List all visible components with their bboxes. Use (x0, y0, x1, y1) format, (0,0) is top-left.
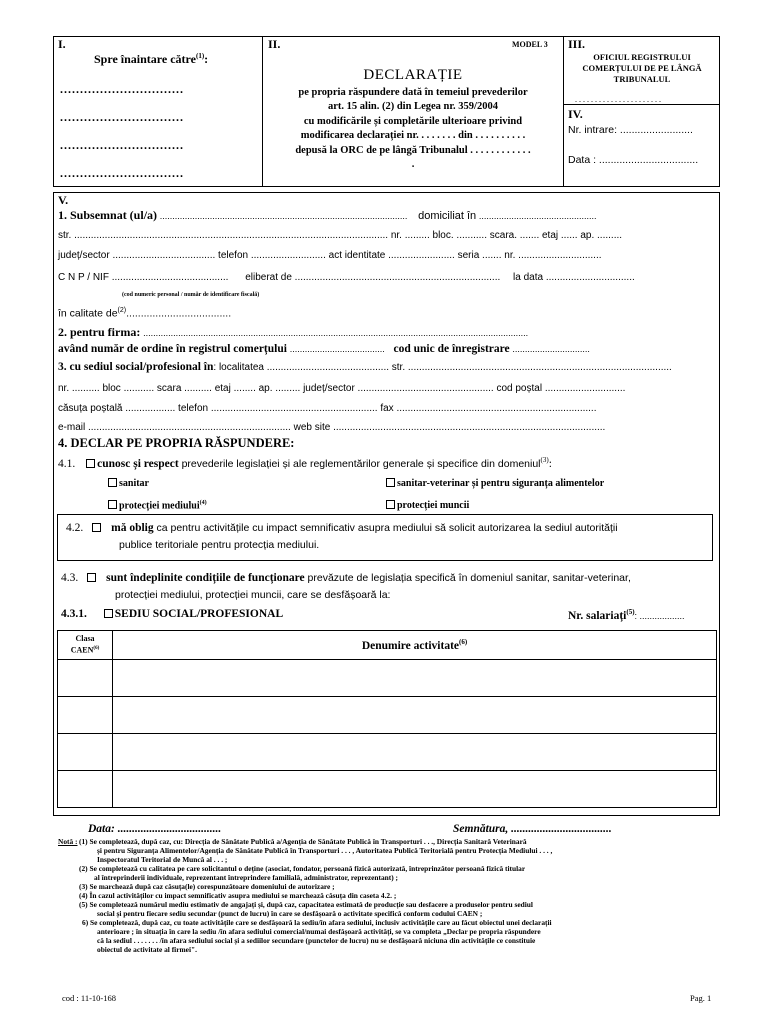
section-iv-label: IV. (568, 107, 583, 121)
issued-by-field[interactable]: eliberat de .......................................................................... (245, 272, 501, 283)
employees-field[interactable]: : .................. (634, 610, 685, 621)
note-2-line-1: (2) Se completează cu calitatea pe care solicitantul o deține (asociat, fondator, persoană fizică autorizată, întreprinzător persoană fizică titular (79, 864, 526, 873)
declaration-title: DECLARAȚIE (363, 67, 463, 83)
web-line[interactable]: e-mail ......................................................................... web site .................................................................................................. (58, 422, 606, 433)
caen-header-line-1: Clasa (75, 634, 95, 644)
note-2-line-2: al întreprinderii individuale, reprezentant întreprindere familială, administrator, reprezentant) ; (94, 873, 399, 882)
section-4-2-checkbox[interactable] (92, 523, 101, 532)
section-4-1-num: 4.1. (58, 457, 76, 470)
section-4-2-num: 4.2. (66, 522, 84, 534)
section-4-3-line-1 (61, 572, 631, 584)
section-4-3-text-2: protecției mediului, protecției muncii, care se desfășoară la: (115, 589, 391, 601)
activity-cell[interactable] (113, 771, 717, 808)
office-line-1: OFICIUL REGISTRULUI (593, 52, 691, 62)
capacity-sup: (2) (117, 307, 127, 314)
note-1-line-2: și pentru Siguranța Alimentelor/Agenția de Sănătate Publică în Transporturi . . . , Autoritatea Publică Teritorială pentru Protecția Mediului . . . , (97, 846, 553, 855)
caen-cell[interactable] (58, 734, 113, 771)
signature-date-field[interactable]: Data: .................................... (88, 823, 222, 835)
subtitle-line-2: art. 15 alin. (2) din Legea nr. 359/2004 (328, 101, 498, 113)
signature-field[interactable]: Semnătura, ................................... (453, 823, 612, 835)
table-row (58, 697, 717, 734)
section-4-3-num: 4.3. (61, 572, 79, 584)
table-row (58, 771, 717, 808)
capacity-label: în calitate de (58, 307, 118, 320)
model-label: MODEL 3 (512, 40, 548, 49)
forward-dotline-3[interactable]: ............................... (60, 138, 184, 152)
employees-line (568, 608, 685, 622)
forward-to-sup: (1) (196, 52, 205, 60)
firm-label: 2. pentru firma: (58, 325, 141, 339)
forward-dotline-4[interactable]: ............................... (60, 166, 184, 180)
seat-label: 3. cu sediul social/profesional în (58, 361, 214, 373)
activity-name-sup: (6) (459, 638, 468, 647)
seat-address-line[interactable]: nr. .......... bloc ........... scara .......... etaj ........ ap. ......... județ/sector ................................................. cod poștal ............................. (58, 383, 626, 394)
note-4: (4) În cazul activităților cu impact semnificativ asupra mediului se marchează căsuța din caseta 4.2. ; (79, 891, 397, 900)
office-line-3: TRIBUNALUL (613, 74, 671, 84)
sanitar-label: sanitar (119, 478, 149, 489)
activity-name-text: Denumire activitate (361, 639, 460, 652)
notes-label: Notă : (58, 837, 78, 846)
registry-line (58, 343, 590, 355)
registry-field[interactable]: ...................................... (289, 344, 385, 354)
table-row (58, 660, 717, 697)
section-4-3-bold: sunt îndeplinite condițiile de funcționare (106, 572, 305, 584)
section-4-3-checkbox[interactable] (87, 573, 96, 582)
section-4-2-bold: mă oblig (111, 522, 154, 534)
cnp-field[interactable]: C N P / NIF .......................................... (58, 272, 229, 283)
subsemnat-line (58, 208, 596, 223)
activity-table (57, 630, 717, 808)
caen-header-sup: (6) (93, 646, 100, 652)
option-sanitar[interactable] (108, 478, 149, 489)
section-4-1-end: : (548, 457, 552, 470)
section-4-1-line (58, 456, 552, 470)
domicile-field[interactable]: ............................................... (478, 211, 597, 221)
entry-date-field[interactable]: Data : .................................. (568, 154, 699, 166)
note-6-line-4: obiectul de activitate al firmei". (97, 945, 197, 954)
section-4-2-text-1: ca pentru activitățile cu impact semnificativ asupra mediului să solicit autorizarea la sediul autorității (156, 522, 618, 534)
work-label: protecției muncii (397, 500, 470, 511)
environment-sup: (4) (199, 500, 207, 506)
cui-field[interactable]: ............................... (512, 344, 590, 354)
section-ii-label: II. (268, 37, 281, 51)
note-6-line-3: că la sediul . . . . . . . /în afara sediului social și a sediilor secundare (punctelor de lucru) nu se desfășoară niciuna din activitățile ce constituie (97, 936, 536, 945)
activity-cell[interactable] (113, 697, 717, 734)
activity-cell[interactable] (113, 660, 717, 697)
section-iii-label: III. (568, 37, 586, 51)
note-1-line-3: Inspectoratul Teritorial de Muncă al . . . ; (97, 855, 228, 864)
note-6-line-2: anterioare ; în situația în care la sediu /în afara sediului comercial/numai desfășoară activități, se va completa „Declar pe propria răspundere (97, 927, 541, 936)
environment-label: protecției mediului (119, 500, 200, 512)
section-4-3-1-num: 4.3.1. (61, 608, 87, 620)
notes-block (58, 837, 552, 954)
sanitar-checkbox[interactable] (108, 478, 117, 487)
section-i-label: I. (58, 37, 66, 51)
activity-table-header (58, 631, 717, 660)
subsemnat-field[interactable]: ................................................................................................... (159, 211, 408, 221)
issue-date-field[interactable]: la data ................................ (513, 272, 635, 283)
option-work-safety[interactable] (386, 500, 469, 511)
office-line-2: COMERȚULUI DE PE LÂNGĂ (582, 63, 702, 73)
street-line[interactable]: str. ................................................................................................................. nr. ......... bloc. ........... scara. ....... etaj ...... ap. ......... (58, 230, 623, 241)
contact-line[interactable]: căsuța poștală .................. telefon ............................................................ fax ........................................................................ (58, 403, 597, 414)
domicile-label: domiciliat în (418, 210, 477, 222)
section-4-3-1-line (61, 608, 283, 620)
entry-number-field[interactable]: Nr. intrare: ......................... (568, 124, 693, 136)
declaration-subtitle (263, 86, 563, 172)
firm-line (58, 325, 528, 340)
caen-cell[interactable] (58, 771, 113, 808)
option-sanitar-veterinar[interactable] (386, 478, 604, 489)
environment-checkbox[interactable] (108, 500, 117, 509)
caen-header-line-2: CAEN (70, 645, 94, 655)
cnp-note: (cod numeric personal / număr de identificare fiscală) (122, 292, 260, 298)
seat-locality-field[interactable]: : localitatea ............................................ str. ............................................................................................... (213, 362, 672, 373)
forward-to-label (94, 52, 208, 67)
subsemnat-label: 1. Subsemnat (ul/a) (58, 208, 158, 222)
work-checkbox[interactable] (386, 500, 395, 509)
subtitle-line-5: depusă la ORC de pe lângă Tribunalul . . . . . . . . . . . . (295, 144, 531, 156)
activity-name-header (113, 631, 717, 660)
section-4-3-1-checkbox[interactable] (104, 609, 113, 618)
activity-cell[interactable] (113, 734, 717, 771)
caen-header (58, 631, 113, 660)
note-6-line-1: 6) Se completează, după caz, cu toate activitățile care se desfășoară la sediu/în afara sediului, inclusiv activitățile care au făcut obiectul unei declarații (82, 918, 552, 927)
caen-cell[interactable] (58, 697, 113, 734)
sv-checkbox[interactable] (386, 478, 395, 487)
subtitle-line-1: pe propria răspundere dată în temeiul prevederilor (298, 87, 528, 98)
section-v-label: V. (58, 193, 69, 207)
firm-field[interactable]: .......................................................................................................................................................... (143, 328, 529, 338)
cnp-line (58, 272, 635, 283)
office-name (564, 52, 720, 85)
employees-label: Nr. salariați (568, 609, 627, 622)
section-4-1-bold: cunosc și respect (97, 457, 179, 470)
capacity-line (58, 307, 231, 320)
table-row (58, 734, 717, 771)
subtitle-line-6: . (411, 159, 415, 171)
subtitle-line-4: modificarea declarației nr. . . . . . . . din . . . . . . . . . . (300, 130, 526, 142)
forward-dotline-1[interactable]: ............................... (60, 82, 184, 96)
note-5-line-1: (5) Se completează numărul mediu estimativ de angajați și, după caz, capacitatea estimată de producție sau desfacere a produselor pentru sediul (79, 900, 533, 909)
page-number: Pag. 1 (690, 993, 712, 1003)
option-environment[interactable] (108, 500, 207, 511)
note-1-line-1: (1) Se completează, după caz, cu: Direcția de Sănătate Publică a/Agenția de Sănătate Publică în Transporturi . . ., Direcția Sanitară Veterinară (79, 837, 527, 846)
cui-label: cod unic de înregistrare (393, 343, 510, 355)
forward-to-colon: : (204, 52, 209, 66)
seat-line (58, 361, 672, 373)
declare-heading: 4. DECLAR PE PROPRIA RĂSPUNDERE: (58, 436, 295, 450)
capacity-field[interactable]: .................................... (126, 307, 232, 320)
office-dots[interactable]: . . . . . . . . . . . . . . . . . . . . . . (575, 95, 661, 104)
section-4-1-sup: (3) (540, 456, 549, 464)
employees-sup: (5) (626, 608, 635, 616)
registry-label: având număr de ordine în registrul comerțului (58, 343, 287, 355)
subtitle-line-3: cu modificările și completările ulterioare privind (303, 115, 523, 127)
header-divider-3 (563, 104, 720, 105)
section-4-2-text-2: publice teritoriale pentru protecția mediului. (119, 539, 320, 551)
section-4-3-text-1: prevăzute de legislația specifică în domeniul sanitar, sanitar-veterinar, (307, 572, 631, 584)
form-code: cod : 11-10-168 (62, 993, 116, 1003)
note-3: (3) Se marchează după caz căsuța(le) corespunzătoare domeniului de autorizare ; (79, 882, 335, 891)
section-4-3-1-label: SEDIU SOCIAL/PROFESIONAL (114, 608, 284, 620)
county-line[interactable]: județ/sector ..................................... telefon ........................... act identitate ........................ seria ....... nr. .............................. (58, 250, 602, 261)
section-4-2-line-1 (66, 522, 618, 534)
note-5-line-2: social și pentru fiecare sediu secundar (punct de lucru) în care se desfășoară o activitate specifică conform codului CAEN ; (97, 909, 483, 918)
section-4-1-checkbox[interactable] (86, 459, 95, 468)
section-4-1-text: prevederile legislației și ale reglementărilor generale și specifice din domeniul (181, 457, 541, 470)
caen-cell[interactable] (58, 660, 113, 697)
sv-label: sanitar-veterinar și pentru siguranța alimentelor (397, 478, 605, 489)
forward-dotline-2[interactable]: ............................... (60, 110, 184, 124)
forward-to-text: Spre înaintare către (94, 52, 196, 66)
